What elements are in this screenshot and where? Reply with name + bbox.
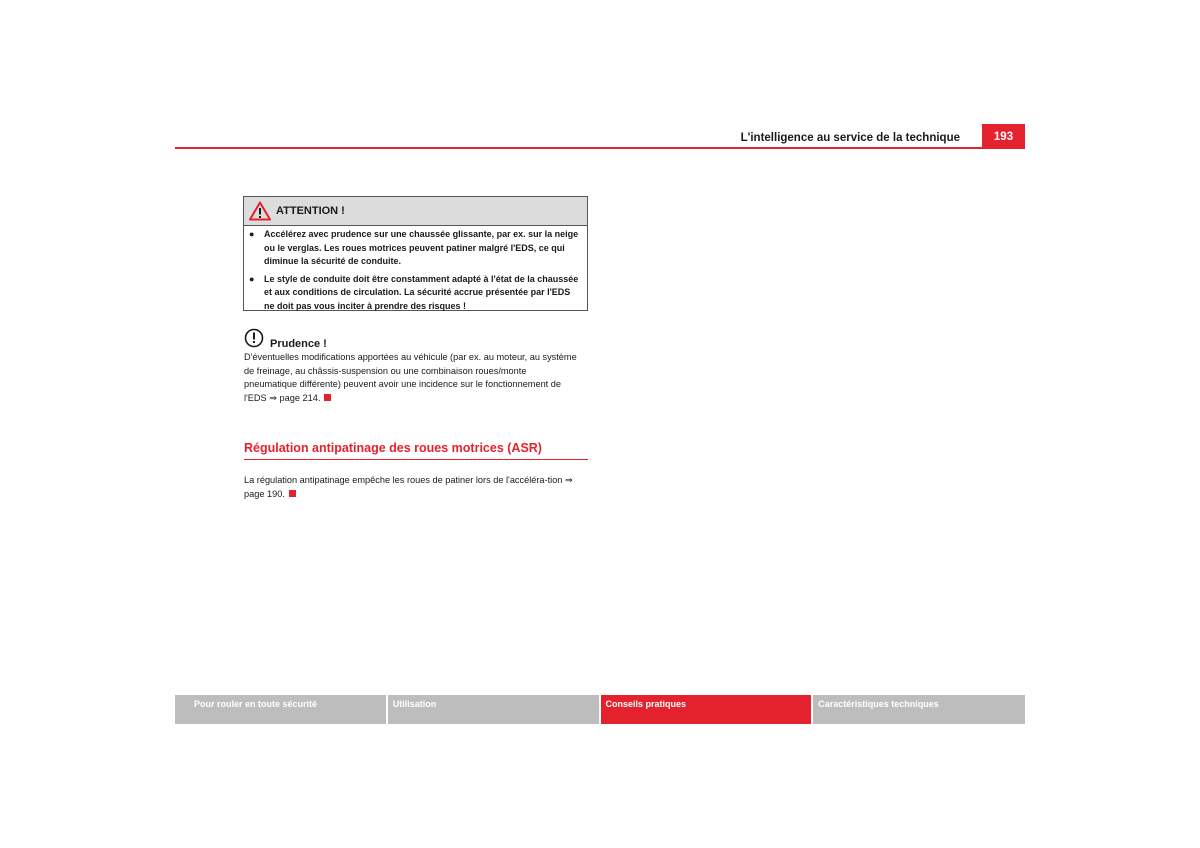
page-ref-link[interactable]: page 190. <box>244 488 285 499</box>
warning-item-text: Accélérez avec prudence sur une chaussée glissante, par ex. sur la neige ou le verglas. Les roues motrices peuvent patiner malgré l'EDS, ce qui diminue la sécurité de conduite. <box>264 229 579 266</box>
warning-item <box>248 273 583 314</box>
warning-box <box>243 196 588 311</box>
page-ref-link[interactable]: page 214. <box>279 392 321 403</box>
warning-title: ATTENTION ! <box>276 205 345 217</box>
caution-body-text: D'éventuelles modifications apportées au véhicule (par ex. au moteur, au système de freinage, au châssis-suspension ou une combinaison roues/monte pneumatique différente) peuvent avoir une incidence sur le fonctionnement de l'EDS <box>244 352 577 403</box>
warning-triangle-icon <box>249 201 271 221</box>
bullet-icon: ● <box>249 273 255 284</box>
warning-header <box>244 197 587 226</box>
running-header-title: L'intelligence au service de la technique <box>740 132 960 144</box>
footer-tab-caracteristiques[interactable]: Caractéristiques techniques <box>813 695 1025 724</box>
exclamation-circle-icon <box>244 328 264 348</box>
page-ref-arrow: ⇒ <box>564 475 573 485</box>
section-body-text: La régulation antipatinage empêche les roues de patiner lors de l'accéléra-tion <box>244 475 563 485</box>
footer-tab-conseils-pratiques[interactable]: Conseils pratiques <box>601 695 812 724</box>
footer-tab-securite[interactable]: Pour rouler en toute sécurité <box>175 695 386 724</box>
section-heading: Régulation antipatinage des roues motrices (ASR) <box>244 441 588 460</box>
caution-header <box>244 326 589 348</box>
caution-title: Prudence ! <box>270 338 327 350</box>
end-of-section-marker <box>289 490 296 497</box>
page-number: 193 <box>982 124 1025 149</box>
footer-chapter-tabs <box>175 695 1025 724</box>
warning-item-text: Le style de conduite doit être constamment adapté à l'état de la chaussée et aux conditions de circulation. La sécurité accrue présentée par l'EDS ne doit pas vous inciter à prendre des risques ! <box>264 273 579 311</box>
caution-text <box>244 351 579 405</box>
warning-item <box>248 228 583 269</box>
caution-note <box>244 326 589 405</box>
page-ref-arrow: ⇒ <box>269 392 277 403</box>
section-text <box>244 474 584 501</box>
bullet-icon: ● <box>249 229 255 239</box>
end-of-section-marker <box>324 394 331 401</box>
header-rule <box>175 147 1025 149</box>
footer-tab-utilisation[interactable]: Utilisation <box>388 695 599 724</box>
warning-body <box>244 226 587 313</box>
